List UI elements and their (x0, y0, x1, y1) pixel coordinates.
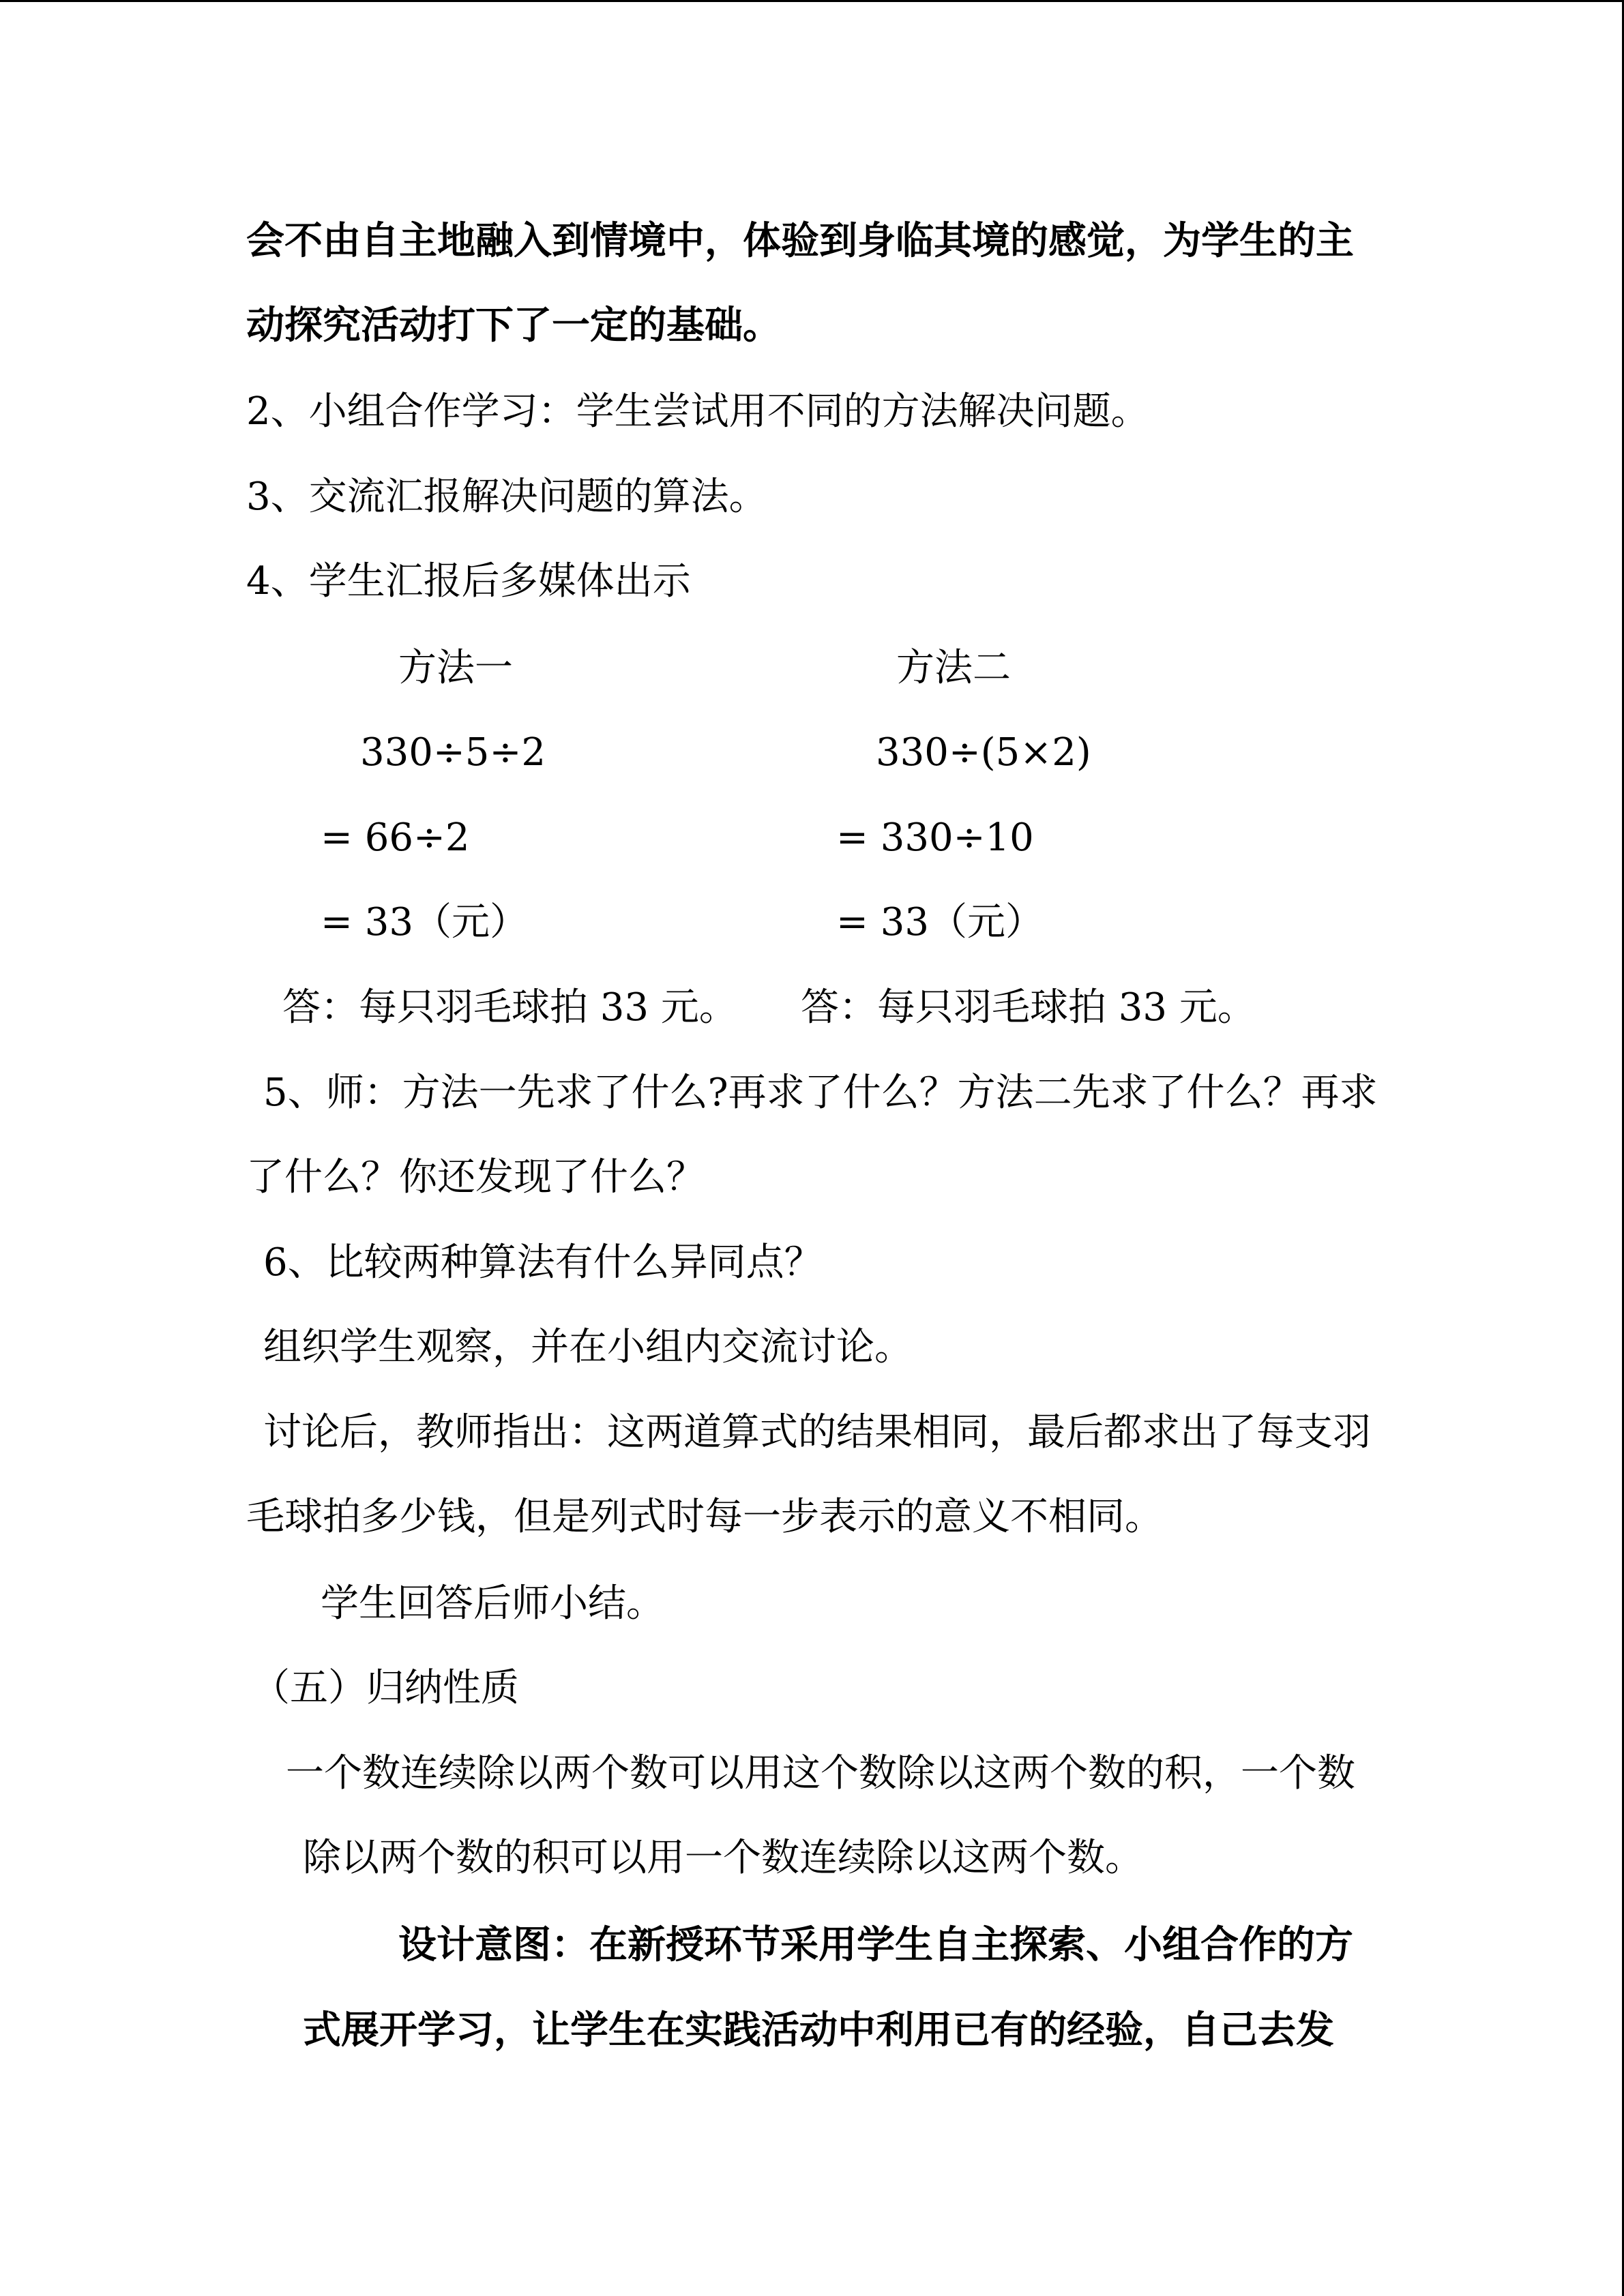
step-3: 3、交流汇报解决问题的算法。 (246, 475, 767, 519)
step-6: 6、比较两种算法有什么异同点？ (263, 1240, 823, 1285)
teacher-summary: 学生回答后师小结。 (321, 1581, 664, 1626)
section-5-heading: （五）归纳性质 (252, 1666, 519, 1710)
step-2: 2、小组合作学习：学生尝试用不同的方法解决问题。 (246, 389, 1149, 434)
step-4: 4、学生汇报后多媒体出示 (246, 559, 691, 603)
intro-line-1: 会不由自主地融入到情境中，体验到身临其境的感觉，为学生的主 (246, 218, 1354, 263)
teacher-note-line-1: 讨论后，教师指出：这两道算式的结果相同，最后都求出了每支羽 (263, 1410, 1371, 1455)
step-5-line-2: 了什么？你还发现了什么？ (246, 1155, 705, 1199)
step-5-line-1: 5、师：方法一先求了什么?再求了什么？方法二先求了什么？再求 (263, 1071, 1378, 1115)
method-2-answer: 答：每只羽毛球拍 33 元。 (801, 985, 1256, 1030)
intro-line-2: 动探究活动打下了一定的基础。 (246, 303, 781, 348)
design-intent-line-1: 设计意图：在新授环节采用学生自主探索、小组合作的方 (398, 1922, 1353, 1967)
method-2-step-1: = 330÷10 (836, 816, 1034, 860)
method-1-expression: 330÷5÷2 (360, 730, 546, 775)
method-2-expression: 330÷(5×2) (876, 730, 1091, 775)
design-intent-line-2: 式展开学习，让学生在实践活动中利用已有的经验，自己去发 (303, 2008, 1334, 2053)
method-2-title: 方法二 (896, 646, 1011, 690)
property-line-2: 除以两个数的积可以用一个数连续除以这两个数。 (303, 1836, 1143, 1880)
method-1-step-1: = 66÷2 (321, 816, 470, 860)
method-1-step-2: = 33（元） (321, 900, 528, 944)
method-1-title: 方法一 (398, 646, 513, 690)
method-1-answer: 答：每只羽毛球拍 33 元。 (282, 985, 737, 1030)
teacher-note-line-2: 毛球拍多少钱，但是列式时每一步表示的意义不相同。 (246, 1495, 1163, 1539)
method-2-step-2: = 33（元） (836, 900, 1044, 944)
property-line-1: 一个数连续除以两个数可以用这个数除以这两个数的积，一个数 (286, 1751, 1355, 1795)
observe-instruction: 组织学生观察，并在小组内交流讨论。 (263, 1325, 913, 1369)
